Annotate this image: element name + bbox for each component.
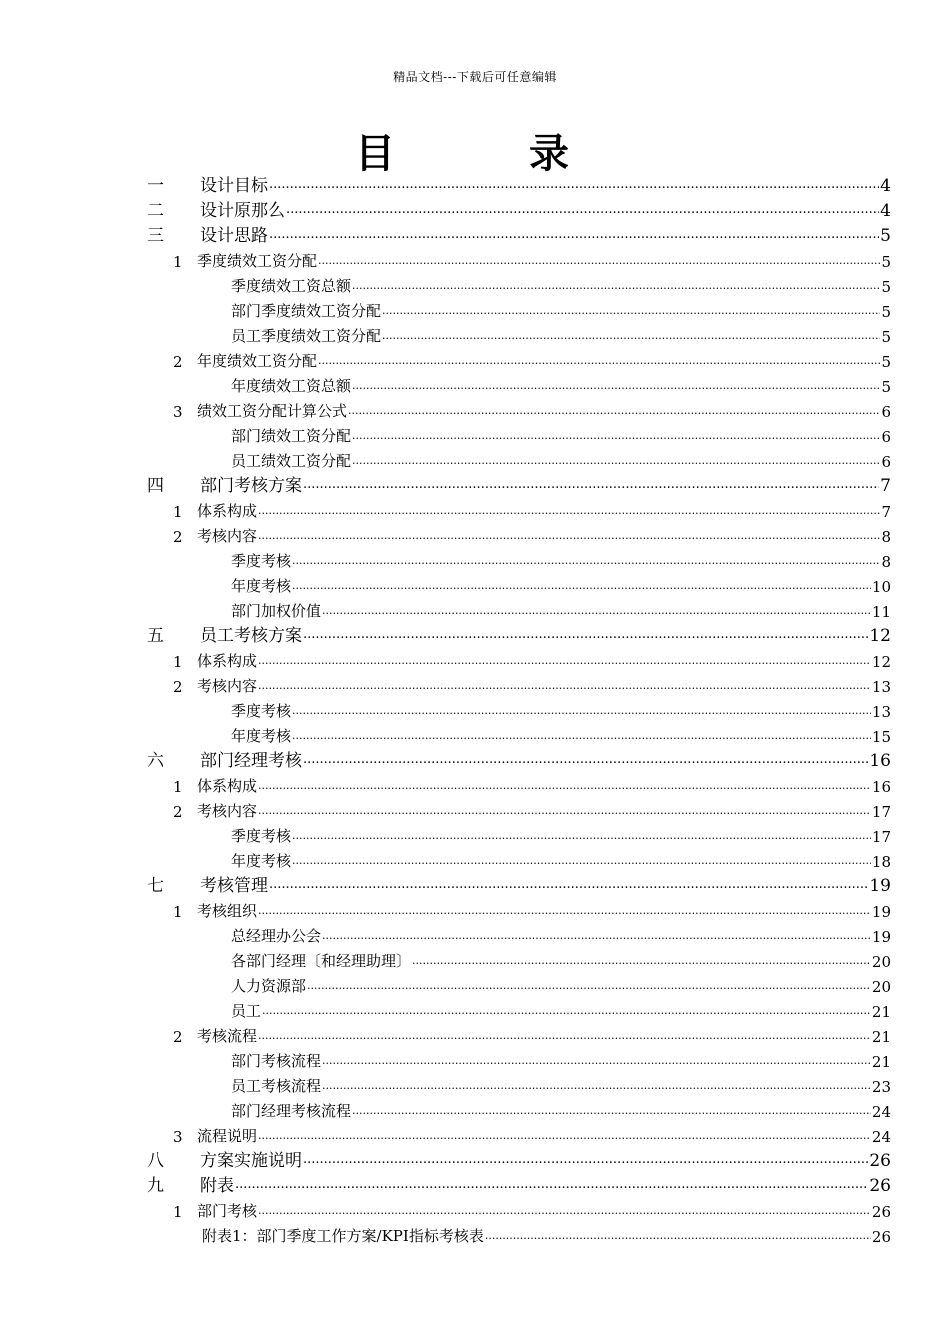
toc-dot-leader [352,421,880,446]
toc-entry[interactable] [145,646,891,671]
header-note: 精品文档---下载后可任意编辑 [393,70,557,84]
toc-entry-title: 年度考核 [231,577,292,595]
toc-entry-number: 1 [173,503,183,521]
toc-dot-leader [412,946,871,971]
toc-dot-leader [303,1146,868,1171]
toc-entry-title: 考核内容 [197,802,258,820]
toc-entry-page: 8 [881,553,891,571]
toc-entry[interactable] [145,721,891,746]
toc-entry-page: 26 [871,1228,891,1246]
toc-entry-page: 19 [869,876,891,896]
toc-entry-page: 4 [880,176,891,196]
toc-entry[interactable] [145,421,891,446]
toc-entry-page: 5 [881,253,891,271]
toc-entry[interactable] [145,346,891,371]
toc-entry[interactable] [145,171,891,196]
toc-entry-page: 16 [871,778,891,796]
toc-entry[interactable] [145,946,891,971]
toc-dot-leader [303,471,879,496]
toc-entry[interactable] [145,1171,891,1196]
toc-dot-leader [258,796,871,821]
toc-dot-leader [258,496,880,521]
toc-entry-number: 二 [147,201,164,221]
toc-entry[interactable] [145,221,891,246]
toc-dot-leader [292,546,880,571]
toc-entry-title: 设计思路 [200,226,268,246]
toc-entry-page: 11 [871,603,891,621]
toc-entry-page: 18 [871,853,891,871]
toc-entry-page: 4 [880,201,891,221]
toc-entry-number: 七 [147,876,164,896]
toc-entry-page: 15 [871,728,891,746]
toc-entry-title: 设计原那么 [200,201,285,221]
toc-dot-leader [303,746,868,771]
toc-entry-title: 员工绩效工资分配 [231,452,352,470]
toc-entry-number: 1 [173,903,183,921]
page-title: 目 录 [355,130,629,177]
toc-entry-page: 24 [871,1103,891,1121]
toc-dot-leader [352,271,880,296]
toc-entry[interactable] [145,1071,891,1096]
toc-entry-page: 5 [881,278,891,296]
toc-entry-title: 考核内容 [197,677,258,695]
toc-dot-leader [485,1221,871,1246]
toc-entry-title: 员工季度绩效工资分配 [231,327,382,345]
toc-entry[interactable] [145,1046,891,1071]
toc-dot-leader [258,1021,871,1046]
toc-entry-page: 10 [871,578,891,596]
toc-dot-leader [318,346,880,371]
table-of-contents [145,171,891,1246]
toc-entry-number: 1 [173,778,183,796]
toc-dot-leader [258,671,871,696]
toc-dot-leader [258,896,871,921]
toc-entry-title: 考核流程 [197,1027,258,1045]
toc-entry-title: 附表1：部门季度工作方案/KPI指标考核表 [202,1227,484,1245]
toc-entry[interactable] [145,796,891,821]
toc-entry-title: 考核组织 [197,902,258,920]
toc-entry-number: 2 [173,1028,183,1046]
toc-entry-title: 总经理办公会 [231,927,322,945]
toc-dot-leader [382,296,880,321]
toc-entry[interactable] [145,1146,891,1171]
toc-entry-page: 26 [869,1176,891,1196]
toc-entry-number: 1 [173,653,183,671]
toc-dot-leader [352,1096,871,1121]
toc-entry-number: 2 [173,803,183,821]
toc-entry-title: 季度绩效工资总额 [231,277,352,295]
toc-entry-title: 部门考核方案 [200,476,302,496]
toc-dot-leader [258,646,871,671]
toc-dot-leader [292,571,871,596]
toc-entry-page: 19 [871,903,891,921]
toc-entry-title: 部门加权价值 [231,602,322,620]
toc-entry[interactable] [145,496,891,521]
toc-entry-page: 7 [880,476,891,496]
toc-dot-leader [269,171,879,196]
toc-entry-title: 流程说明 [197,1127,258,1145]
toc-entry-number: 2 [173,528,183,546]
toc-entry-number: 2 [173,678,183,696]
toc-entry[interactable] [145,696,891,721]
toc-entry-title: 季度绩效工资分配 [197,252,318,270]
toc-entry-page: 21 [871,1053,891,1071]
toc-entry-title: 人力资源部 [231,977,307,995]
toc-entry-page: 17 [871,828,891,846]
toc-dot-leader [262,996,871,1021]
toc-entry[interactable] [145,1221,891,1246]
toc-dot-leader [322,1071,871,1096]
toc-entry-page: 13 [871,703,891,721]
toc-entry-title: 季度考核 [231,702,292,720]
toc-entry[interactable] [145,1021,891,1046]
toc-entry[interactable] [145,271,891,296]
toc-entry[interactable] [145,1196,891,1221]
toc-entry[interactable] [145,446,891,471]
toc-entry-number: 四 [147,476,164,496]
toc-entry-title: 绩效工资分配计算公式 [197,402,348,420]
toc-entry-page: 21 [871,1003,891,1021]
toc-dot-leader [286,196,879,221]
toc-entry[interactable] [145,596,891,621]
toc-entry-number: 九 [147,1176,164,1196]
toc-entry-title: 附表 [200,1176,234,1196]
toc-entry[interactable] [145,371,891,396]
toc-entry-page: 5 [881,378,891,396]
toc-entry[interactable] [145,1121,891,1146]
toc-dot-leader [303,621,868,646]
toc-dot-leader [352,446,880,471]
toc-entry-title: 部门考核 [197,1202,258,1220]
toc-entry-title: 年度绩效工资分配 [197,352,318,370]
toc-entry[interactable] [145,471,891,496]
toc-entry-title: 年度考核 [231,727,292,745]
toc-dot-leader [292,696,871,721]
toc-entry-page: 16 [869,751,891,771]
toc-entry-title: 年度绩效工资总额 [231,377,352,395]
toc-entry-title: 方案实施说明 [200,1151,302,1171]
toc-entry-title: 部门季度绩效工资分配 [231,302,382,320]
toc-dot-leader [258,1121,871,1146]
toc-entry-number: 1 [173,253,183,271]
toc-entry-page: 20 [871,953,891,971]
toc-entry-title: 设计目标 [200,176,268,196]
toc-entry[interactable] [145,896,891,921]
toc-entry-title: 各部门经理〔和经理助理〕 [231,952,412,970]
toc-entry-title: 员工考核流程 [231,1077,322,1095]
toc-entry[interactable] [145,546,891,571]
toc-entry-page: 8 [881,528,891,546]
toc-entry-page: 5 [881,353,891,371]
toc-entry-title: 考核内容 [197,527,258,545]
toc-entry[interactable] [145,846,891,871]
toc-entry[interactable] [145,771,891,796]
toc-entry-page: 21 [871,1028,891,1046]
toc-dot-leader [352,371,880,396]
toc-entry[interactable] [145,296,891,321]
toc-entry[interactable] [145,521,891,546]
toc-entry-title: 季度考核 [231,552,292,570]
toc-entry-page: 26 [871,1203,891,1221]
toc-entry-number: 一 [147,176,164,196]
toc-entry-page: 6 [881,403,891,421]
toc-entry-page: 5 [881,328,891,346]
toc-entry-page: 17 [871,803,891,821]
toc-entry-title: 部门经理考核 [200,751,302,771]
toc-entry-page: 19 [871,928,891,946]
toc-entry-page: 5 [881,303,891,321]
toc-entry-number: 八 [147,1151,164,1171]
toc-entry[interactable] [145,621,891,646]
toc-entry-title: 年度考核 [231,852,292,870]
toc-entry-page: 12 [871,653,891,671]
toc-entry[interactable] [145,671,891,696]
toc-entry-title: 体系构成 [197,502,258,520]
toc-dot-leader [318,246,880,271]
toc-entry-page: 5 [880,226,891,246]
toc-entry-title: 体系构成 [197,777,258,795]
toc-entry-page: 6 [881,453,891,471]
toc-entry[interactable] [145,996,891,1021]
toc-dot-leader [292,846,871,871]
toc-dot-leader [292,821,871,846]
toc-entry-title: 体系构成 [197,652,258,670]
toc-entry[interactable] [145,921,891,946]
toc-entry-title: 员工 [231,1002,262,1020]
toc-dot-leader [348,396,880,421]
toc-dot-leader [322,921,871,946]
toc-entry-title: 季度考核 [231,827,292,845]
toc-entry[interactable] [145,871,891,896]
toc-entry-title: 部门绩效工资分配 [231,427,352,445]
toc-entry-page: 7 [881,503,891,521]
toc-dot-leader [235,1171,868,1196]
toc-dot-leader [292,721,871,746]
toc-dot-leader [269,871,868,896]
toc-entry-page: 23 [871,1078,891,1096]
toc-dot-leader [258,521,880,546]
toc-entry-number: 六 [147,751,164,771]
toc-dot-leader [307,971,871,996]
toc-entry-page: 12 [869,626,891,646]
toc-entry-page: 24 [871,1128,891,1146]
toc-entry-number: 三 [147,226,164,246]
toc-entry[interactable] [145,321,891,346]
toc-entry-page: 6 [881,428,891,446]
toc-dot-leader [258,771,871,796]
toc-entry-title: 考核管理 [200,876,268,896]
toc-dot-leader [269,221,879,246]
toc-entry-number: 3 [173,1128,183,1146]
toc-entry-number: 3 [173,403,183,421]
toc-entry-number: 2 [173,353,183,371]
toc-entry-number: 五 [147,626,164,646]
toc-entry-title: 部门经理考核流程 [231,1102,352,1120]
toc-entry[interactable] [145,196,891,221]
toc-entry[interactable] [145,246,891,271]
toc-entry[interactable] [145,571,891,596]
toc-entry-page: 26 [869,1151,891,1171]
toc-entry-title: 员工考核方案 [200,626,302,646]
toc-entry[interactable] [145,396,891,421]
toc-dot-leader [322,596,871,621]
toc-entry[interactable] [145,821,891,846]
toc-dot-leader [322,1046,871,1071]
toc-dot-leader [258,1196,871,1221]
toc-entry-number: 1 [173,1203,183,1221]
toc-entry[interactable] [145,1096,891,1121]
toc-entry-title: 部门考核流程 [231,1052,322,1070]
toc-entry-page: 13 [871,678,891,696]
toc-entry-page: 20 [871,978,891,996]
toc-entry[interactable] [145,971,891,996]
toc-dot-leader [382,321,880,346]
toc-entry[interactable] [145,746,891,771]
